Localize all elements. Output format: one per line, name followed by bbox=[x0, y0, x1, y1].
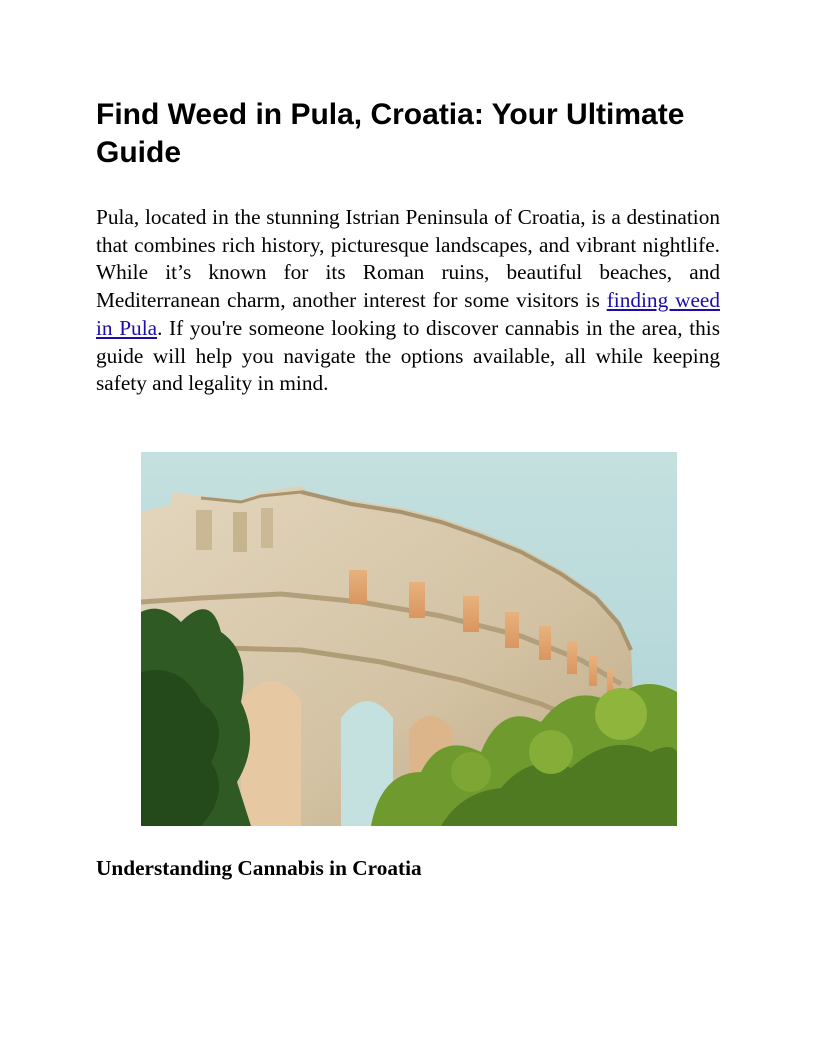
finding-weed-link[interactable]: finding weed in Pula bbox=[96, 288, 720, 340]
intro-paragraph bbox=[96, 204, 720, 398]
pula-arena-image bbox=[141, 452, 677, 826]
intro-text-after-link: . If you're someone looking to discover cannabis in the area, this guide will help you navigate the options available, all while keeping safety and legality in mind. bbox=[96, 315, 720, 396]
section-heading: Understanding Cannabis in Croatia bbox=[96, 856, 422, 880]
ruined-upper-left bbox=[196, 508, 273, 552]
intro-text-before-link: Pula, located in the stunning Istrian Peninsula of Croatia, is a destination that combines rich history, picturesque landscapes, and vibrant nightlife. While it’s known for its Roman ruins, beautiful beaches, and Mediterranean charm, another interest for some visitors is bbox=[96, 205, 720, 313]
page-title: Find Weed in Pula, Croatia: Your Ultimate Guide bbox=[96, 98, 685, 169]
